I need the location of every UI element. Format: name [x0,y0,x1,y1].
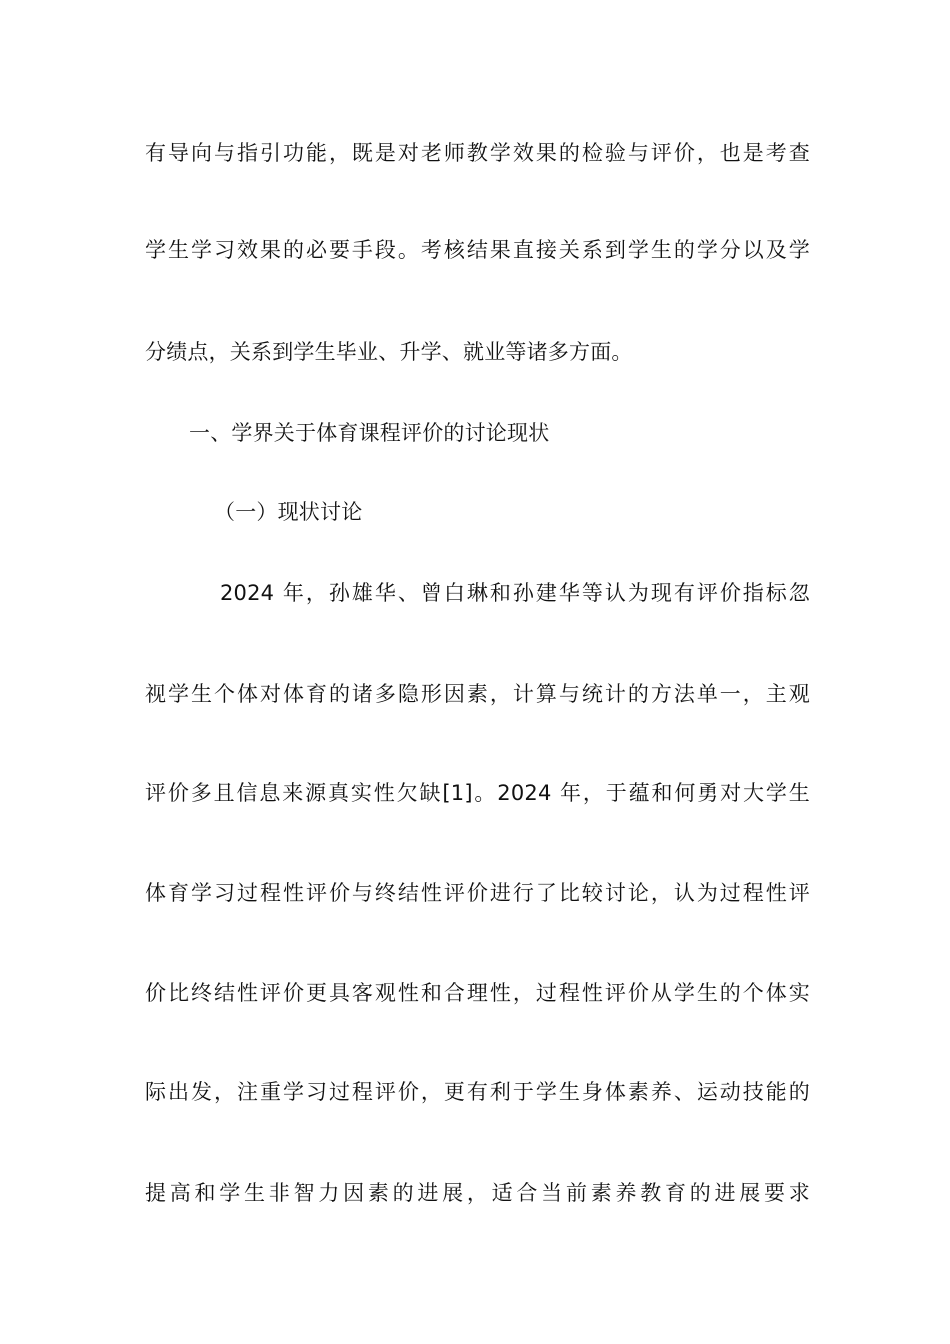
body-text-line: 有导向与指引功能，既是对老师教学效果的检验与评价，也是考查 [145,141,810,165]
subsection-heading: （一）现状讨论 [214,500,363,524]
paragraph-line: 体育学习过程性评价与终结性评价进行了比较讨论，认为过程性评 [145,881,810,905]
paragraph-line: 视学生个体对体育的诸多隐形因素，计算与统计的方法单一，主观 [145,682,810,706]
paragraph-line: 评价多且信息来源真实性欠缺[1]。2024 年，于蕴和何勇对大学生 [145,781,810,805]
section-heading: 一、学界关于体育课程评价的讨论现状 [189,421,550,445]
body-text-line: 学生学习效果的必要手段。考核结果直接关系到学生的学分以及学 [145,238,810,262]
paragraph-line: 提高和学生非智力因素的进展，适合当前素养教育的进展要求 [145,1181,810,1205]
body-text-line: 分绩点，关系到学生毕业、升学、就业等诸多方面。 [145,340,633,364]
paragraph-line: 际出发，注重学习过程评价，更有利于学生身体素养、运动技能的 [145,1080,810,1104]
paragraph-line: 2024 年，孙雄华、曾白琳和孙建华等认为现有评价指标忽 [220,581,810,605]
paragraph-line: 价比终结性评价更具客观性和合理性，过程性评价从学生的个体实 [145,981,810,1005]
